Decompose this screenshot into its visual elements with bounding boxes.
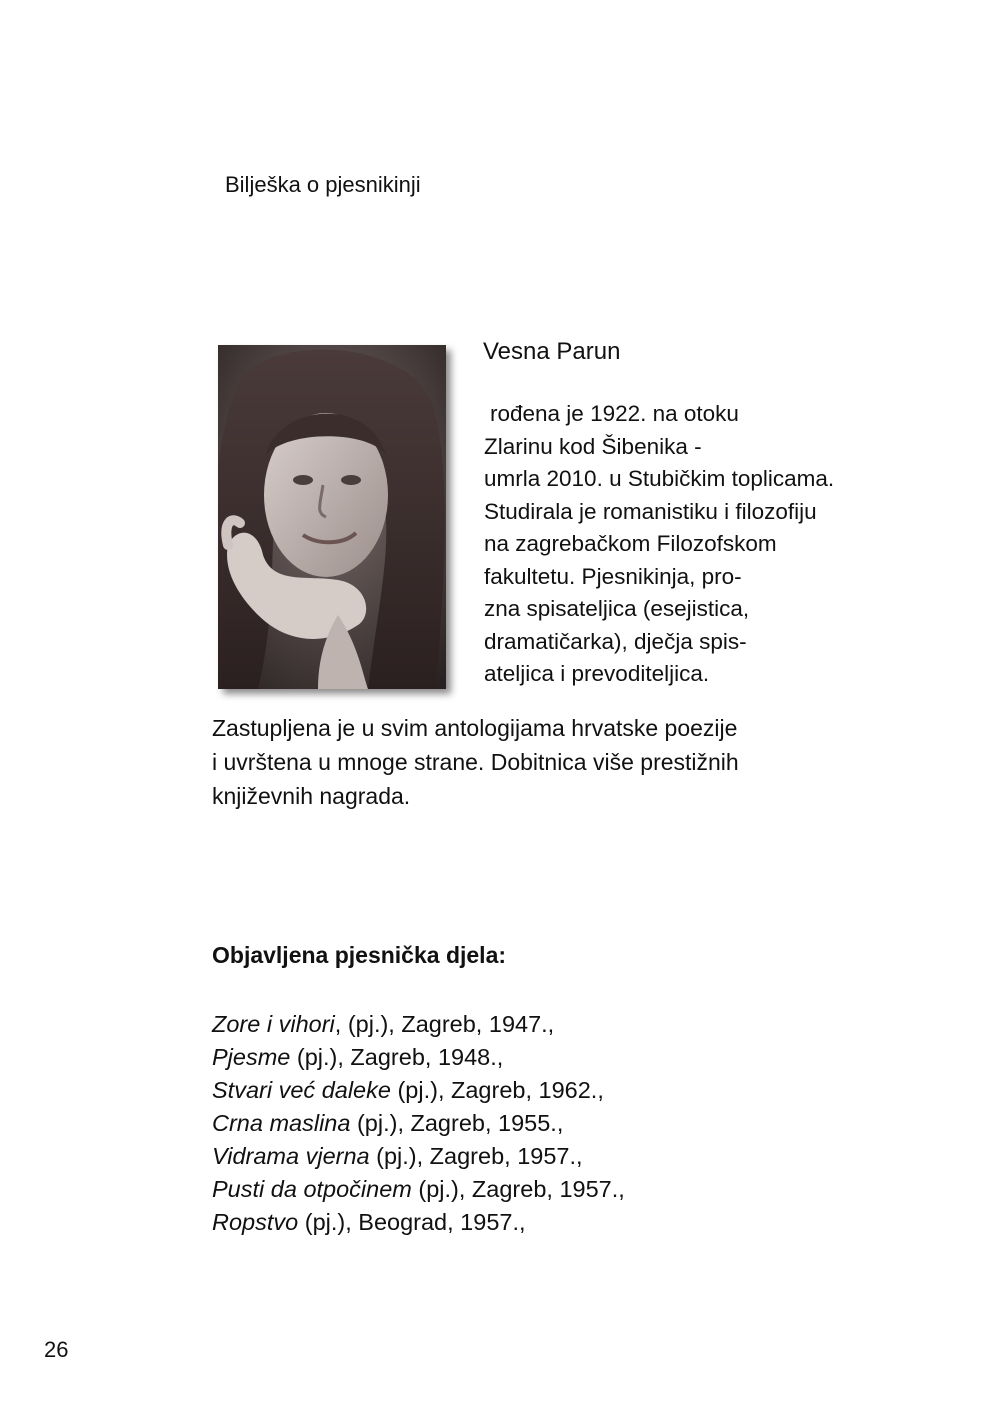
page-heading: Bilješka o pjesnikinji — [225, 172, 421, 197]
portrait-photo-icon — [218, 345, 446, 689]
work-details: (pj.), Zagreb, 1955., — [350, 1110, 564, 1136]
bio-paragraph-line: Zastupljena je u svim antologijama hrvatske poezije — [212, 715, 738, 741]
work-title: Pusti da otpočinem — [212, 1176, 412, 1202]
page-number: 26 — [44, 1337, 69, 1362]
bio-line: umrla 2010. u Stubičkim toplicama. — [484, 466, 835, 491]
work-details: (pj.), Zagreb, 1957., — [369, 1143, 583, 1169]
bio-line: dramatičarka), dječja spis- — [484, 628, 747, 654]
bio-line: na zagrebačkom Filozofskom — [484, 531, 777, 556]
works-list-item — [212, 1206, 625, 1239]
poet-name: Vesna Parun — [483, 338, 621, 365]
works-list-item — [212, 1107, 625, 1140]
bio-paragraph — [212, 711, 872, 813]
bio-line: zna spisateljica (esejistica, — [484, 596, 750, 621]
bio-line: fakultetu. Pjesnikinja, pro- — [484, 563, 742, 589]
bio-line: ateljica i prevoditeljica. — [484, 661, 710, 686]
works-heading: Objavljena pjesnička djela: — [212, 942, 507, 968]
bio-line: Zlarinu kod Šibenika - — [484, 433, 702, 459]
bio-text — [484, 398, 904, 691]
work-title: Zore i vihori — [212, 1011, 335, 1037]
works-list-item — [212, 1173, 625, 1206]
bio-line: rođena je 1922. na otoku — [490, 401, 739, 426]
works-list — [212, 1008, 625, 1239]
work-title: Pjesme — [212, 1044, 291, 1070]
work-details: (pj.), Zagreb, 1957., — [411, 1176, 625, 1202]
work-title: Vidrama vjerna — [212, 1143, 370, 1169]
works-list-item — [212, 1074, 625, 1107]
bio-paragraph-line: i uvrštena u mnoge strane. Dobitnica više prestižnih — [212, 749, 739, 775]
work-title: Stvari već daleke — [212, 1077, 391, 1103]
work-details: , (pj.), Zagreb, 1947., — [334, 1011, 555, 1037]
work-title: Ropstvo — [212, 1209, 299, 1235]
bio-line: Studirala je romanistiku i filozofiju — [484, 498, 817, 524]
work-details: (pj.), Beograd, 1957., — [298, 1209, 526, 1235]
work-details: (pj.), Zagreb, 1962., — [390, 1077, 604, 1103]
works-list-item — [212, 1140, 625, 1173]
bio-paragraph-line: književnih nagrada. — [212, 783, 411, 809]
poet-portrait-image — [218, 345, 446, 689]
work-details: (pj.), Zagreb, 1948., — [290, 1044, 504, 1070]
works-list-item — [212, 1041, 625, 1074]
work-title: Crna maslina — [212, 1110, 351, 1136]
works-list-item — [212, 1008, 625, 1041]
